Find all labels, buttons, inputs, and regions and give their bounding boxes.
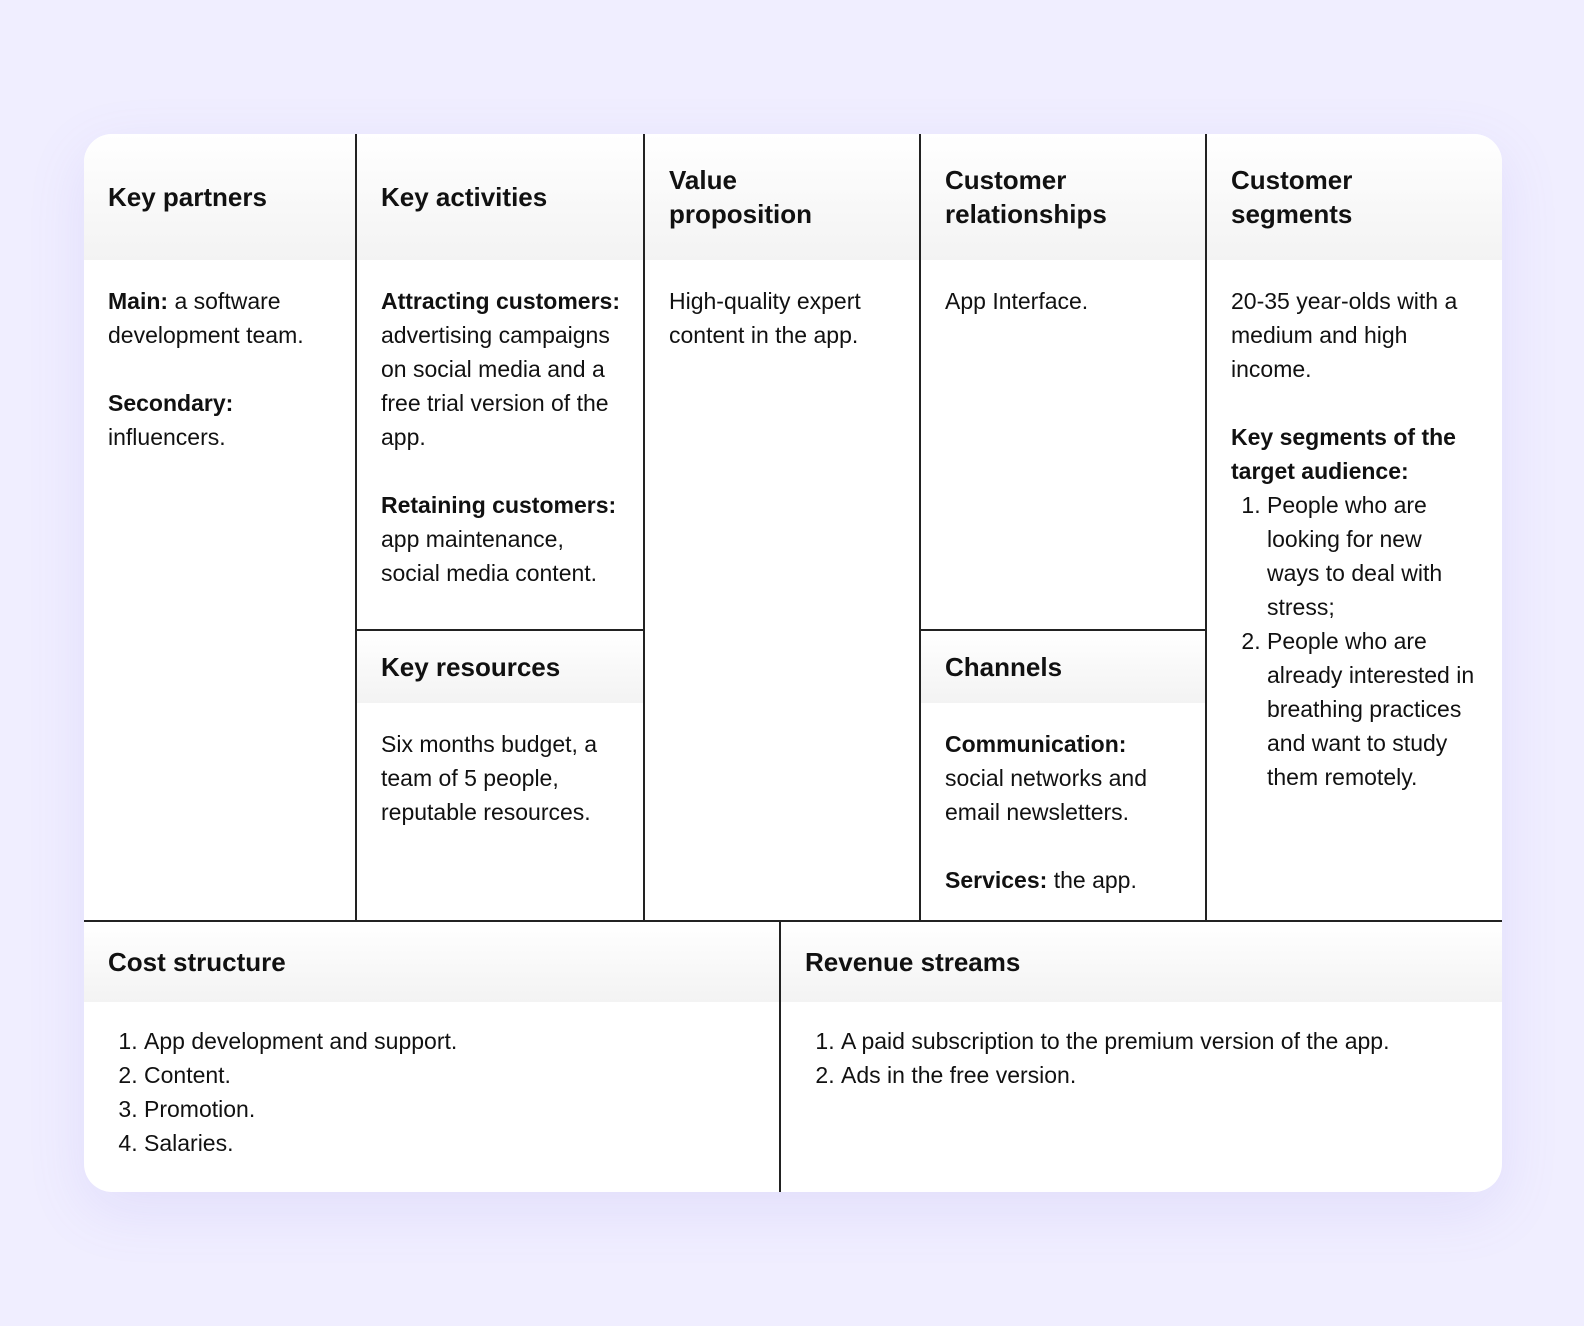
- key-partners-main: Main: a software development team.: [108, 288, 304, 348]
- cost-structure-list: [108, 1024, 755, 1160]
- key-partners-secondary: Secondary: influencers.: [108, 390, 234, 450]
- business-model-canvas: [84, 134, 1502, 1192]
- list-item: 2. Content.: [144, 1058, 755, 1092]
- list-item: 2. Ads in the free version.: [841, 1058, 1478, 1092]
- value-proposition-title: Value proposition: [645, 134, 919, 260]
- channels-services: Services: the app.: [945, 867, 1137, 893]
- customer-segments-title: Customer segments: [1207, 134, 1502, 260]
- list-item: 1. People who are looking for new ways to deal with stress;: [1267, 488, 1476, 624]
- revenue-streams-block: [779, 920, 1502, 1192]
- list-item: 1. App development and support.: [144, 1024, 755, 1058]
- key-resources-block: [355, 629, 643, 920]
- key-activities-retaining: Retaining customers: app maintenance, social media content.: [381, 492, 617, 586]
- customer-segments-key-label: Key segments of the target audience:: [1231, 424, 1456, 484]
- key-activities-block: [355, 134, 643, 629]
- customer-relationships-title: Customer relationships: [921, 134, 1205, 260]
- key-partners-block: [84, 134, 355, 920]
- customer-segments-block: [1205, 134, 1502, 920]
- key-activities-attracting: Attracting customers: advertising campaigns on social media and a free trial version of the app.: [381, 288, 620, 450]
- channels-block: [919, 629, 1205, 920]
- list-item: 1. A paid subscription to the premium version of the app.: [841, 1024, 1478, 1058]
- cost-structure-block: [84, 920, 779, 1192]
- revenue-streams-list: [805, 1024, 1478, 1092]
- revenue-streams-title: Revenue streams: [781, 922, 1502, 1002]
- cost-structure-title: Cost structure: [84, 922, 779, 1002]
- key-partners-title: Key partners: [84, 134, 355, 260]
- key-resources-title: Key resources: [357, 631, 643, 703]
- customer-relationships-text: App Interface.: [945, 288, 1089, 314]
- key-resources-text: Six months budget, a team of 5 people, reputable resources.: [381, 731, 598, 825]
- key-activities-title: Key activities: [357, 134, 643, 260]
- value-proposition-text: High-quality expert content in the app.: [669, 288, 861, 348]
- list-item: 3. Promotion.: [144, 1092, 755, 1126]
- customer-relationships-block: [919, 134, 1205, 629]
- list-item: 4. Salaries.: [144, 1126, 755, 1160]
- channels-title: Channels: [921, 631, 1205, 703]
- customer-segments-list: [1231, 488, 1476, 794]
- customer-segments-text: 20-35 year-olds with a medium and high income.: [1231, 288, 1458, 382]
- value-proposition-block: [643, 134, 919, 920]
- channels-communication: Communication: social networks and email newsletters.: [945, 731, 1147, 825]
- list-item: 2. People who are already interested in breathing practices and want to study them remotely.: [1267, 624, 1476, 794]
